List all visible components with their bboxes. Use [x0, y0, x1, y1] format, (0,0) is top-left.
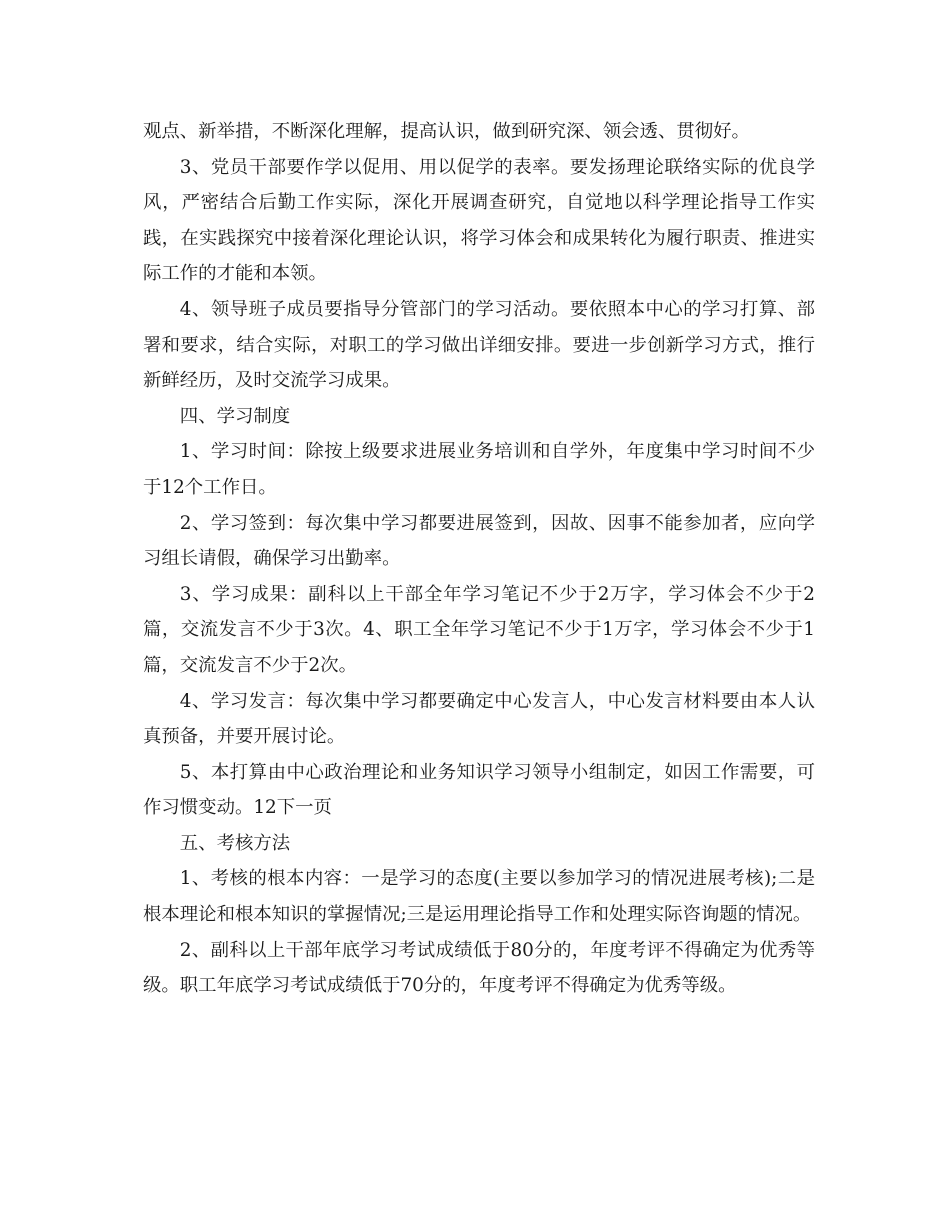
- section-heading-study-system: 四、学习制度: [179, 405, 291, 427]
- paragraph-study-results: 3、学习成果：副科以上干部全年学习笔记不少于2万字，学习体会不少于2篇，交流发言不少于3次。4、职工全年学习笔记不少于1万字，学习体会不少于1篇，交流发言不少于2次。: [143, 583, 815, 676]
- paragraph-item-4-leadership: 4、领导班子成员要指导分管部门的学习活动。要依照本中心的学习打算、部署和要求，结合实际，对职工的学习做出详细安排。要进一步创新学习方式，推行新鲜经历，及时交流学习成果。: [143, 298, 815, 392]
- paragraph-assessment-scores: 2、副科以上干部年底学习考试成绩低于80分的，年度考评不得确定为优秀等级。职工年底学习考试成绩低于70分的，年度考评不得确定为优秀等级。: [143, 939, 815, 997]
- paragraph-assessment-content: 1、考核的根本内容：一是学习的态度(主要以参加学习的情况进展考核);二是根本理论和根本知识的掌握情况;三是运用理论指导工作和处理实际咨询题的情况。: [143, 868, 815, 926]
- document-body: [143, 114, 815, 1004]
- paragraph-study-signin: 2、学习签到：每次集中学习都要进展签到，因故、因事不能参加者，应向学习组长请假，确保学习出勤率。: [143, 512, 815, 570]
- paragraph-continuation: 观点、新举措，不断深化理解，提高认识，做到研究深、领会透、贯彻好。: [143, 121, 750, 142]
- paragraph-plan-formulation: 5、本打算由中心政治理论和业务知识学习领导小组制定，如因工作需要，可作习惯变动。12下一页: [143, 761, 815, 819]
- paragraph-study-time: 1、学习时间：除按上级要求进展业务培训和自学外，年度集中学习时间不少于12个工作日。: [143, 441, 815, 498]
- section-heading-assessment: 五、考核方法: [179, 832, 291, 854]
- paragraph-study-speech: 4、学习发言：每次集中学习都要确定中心发言人，中心发言材料要由本人认真预备，并要开展讨论。: [143, 690, 815, 748]
- paragraph-item-3-party-cadres: 3、党员干部要作学以促用、用以促学的表率。要发扬理论联络实际的优良学风，严密结合后勤工作实际，深化开展调查研究，自觉地以科学理论指导工作实践，在实践探究中接着深化理论认识，将学习体会和成果转化为履行职责、推进实际工作的才能和本领。: [143, 156, 815, 285]
